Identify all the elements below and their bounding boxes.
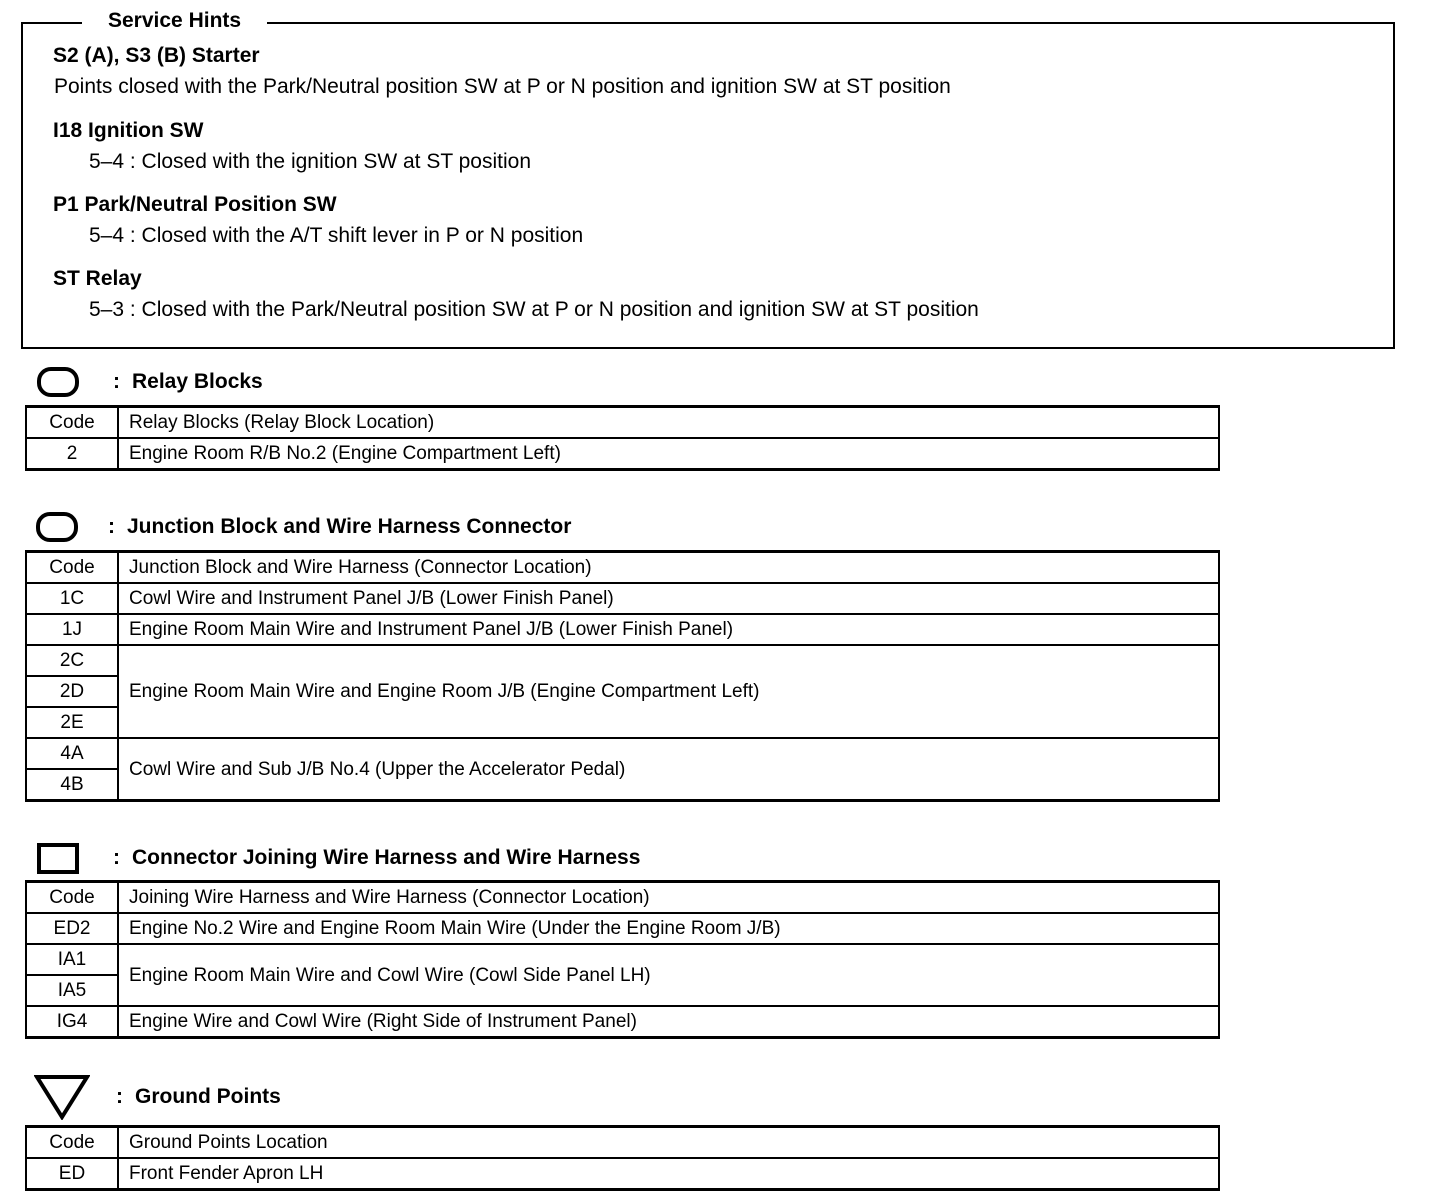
hint-title-st-relay: ST Relay: [53, 267, 142, 290]
row-code: ED2: [26, 913, 118, 944]
row-code: IG4: [26, 1006, 118, 1038]
connector-title: Connector Joining Wire Harness and Wire Harness: [132, 846, 641, 869]
row-code: IA1: [26, 944, 118, 975]
relay-blocks-title: Relay Blocks: [132, 370, 263, 393]
row-code: 2E: [26, 707, 118, 738]
header-code: Code: [26, 552, 118, 584]
row-code: 1J: [26, 614, 118, 645]
row-code: 4B: [26, 769, 118, 801]
ground-points-heading: [34, 1072, 281, 1122]
junction-block-heading: [34, 509, 571, 545]
header-desc: Junction Block and Wire Harness (Connector Location): [118, 552, 1219, 584]
row-desc: Cowl Wire and Instrument Panel J/B (Lower Finish Panel): [118, 583, 1219, 614]
row-code: 2: [26, 438, 118, 470]
heading-colon: :: [113, 846, 120, 869]
junction-block-title: Junction Block and Wire Harness Connector: [127, 515, 572, 538]
junction-block-oval-icon: [36, 512, 78, 542]
heading-colon: :: [113, 370, 120, 393]
table-row: [26, 438, 1219, 470]
hint-title-ignition-sw: I18 Ignition SW: [53, 119, 204, 142]
ground-points-table: [25, 1125, 1220, 1191]
hint-text-ignition-sw: 5–4 : Closed with the ignition SW at ST position: [89, 150, 532, 173]
row-desc: Engine Room R/B No.2 (Engine Compartment Left): [118, 438, 1219, 470]
row-desc: Engine Wire and Cowl Wire (Right Side of Instrument Panel): [118, 1006, 1219, 1038]
table-row: [26, 583, 1219, 614]
table-header-row: [26, 1127, 1219, 1159]
service-hints-legend: Service Hints: [82, 8, 267, 34]
table-row: [26, 614, 1219, 645]
row-code: 1C: [26, 583, 118, 614]
header-code: Code: [26, 1127, 118, 1159]
heading-colon: :: [116, 1085, 123, 1108]
row-desc: Engine Room Main Wire and Instrument Panel J/B (Lower Finish Panel): [118, 614, 1219, 645]
heading-colon: :: [108, 515, 115, 538]
header-code: Code: [26, 407, 118, 439]
row-desc: Front Fender Apron LH: [118, 1158, 1219, 1190]
header-desc: Ground Points Location: [118, 1127, 1219, 1159]
row-desc: Engine Room Main Wire and Cowl Wire (Cowl Side Panel LH): [118, 944, 1219, 1006]
junction-block-table: [25, 550, 1220, 802]
row-code: IA5: [26, 975, 118, 1006]
row-code: ED: [26, 1158, 118, 1190]
header-desc: Joining Wire Harness and Wire Harness (Connector Location): [118, 882, 1219, 914]
hint-text-starter: Points closed with the Park/Neutral position SW at P or N position and ignition SW at ST position: [54, 75, 951, 98]
connector-heading: [34, 840, 640, 876]
table-row: [26, 944, 1219, 975]
header-desc: Relay Blocks (Relay Block Location): [118, 407, 1219, 439]
hint-title-starter: S2 (A), S3 (B) Starter: [53, 44, 260, 67]
hint-title-park-neutral-sw: P1 Park/Neutral Position SW: [53, 193, 337, 216]
relay-blocks-heading: [34, 364, 263, 400]
table-header-row: [26, 407, 1219, 439]
row-code: 2C: [26, 645, 118, 676]
hint-text-st-relay: 5–3 : Closed with the Park/Neutral position SW at P or N position and ignition SW at ST position: [89, 298, 979, 321]
table-header-row: [26, 882, 1219, 914]
table-row: [26, 738, 1219, 769]
table-row: [26, 1006, 1219, 1038]
ground-points-title: Ground Points: [135, 1085, 281, 1108]
row-code: 4A: [26, 738, 118, 769]
ground-point-triangle-icon: [34, 1074, 90, 1120]
row-code: 2D: [26, 676, 118, 707]
row-desc: Engine No.2 Wire and Engine Room Main Wire (Under the Engine Room J/B): [118, 913, 1219, 944]
connector-table: [25, 880, 1220, 1039]
table-row: [26, 645, 1219, 676]
header-code: Code: [26, 882, 118, 914]
table-row: [26, 913, 1219, 944]
table-header-row: [26, 552, 1219, 584]
relay-block-oval-icon: [37, 367, 79, 397]
relay-blocks-table: [25, 405, 1220, 471]
connector-rectangle-icon: [37, 843, 79, 874]
row-desc: Engine Room Main Wire and Engine Room J/B (Engine Compartment Left): [118, 645, 1219, 738]
table-row: [26, 1158, 1219, 1190]
row-desc: Cowl Wire and Sub J/B No.4 (Upper the Accelerator Pedal): [118, 738, 1219, 801]
hint-text-park-neutral-sw: 5–4 : Closed with the A/T shift lever in P or N position: [89, 224, 584, 247]
